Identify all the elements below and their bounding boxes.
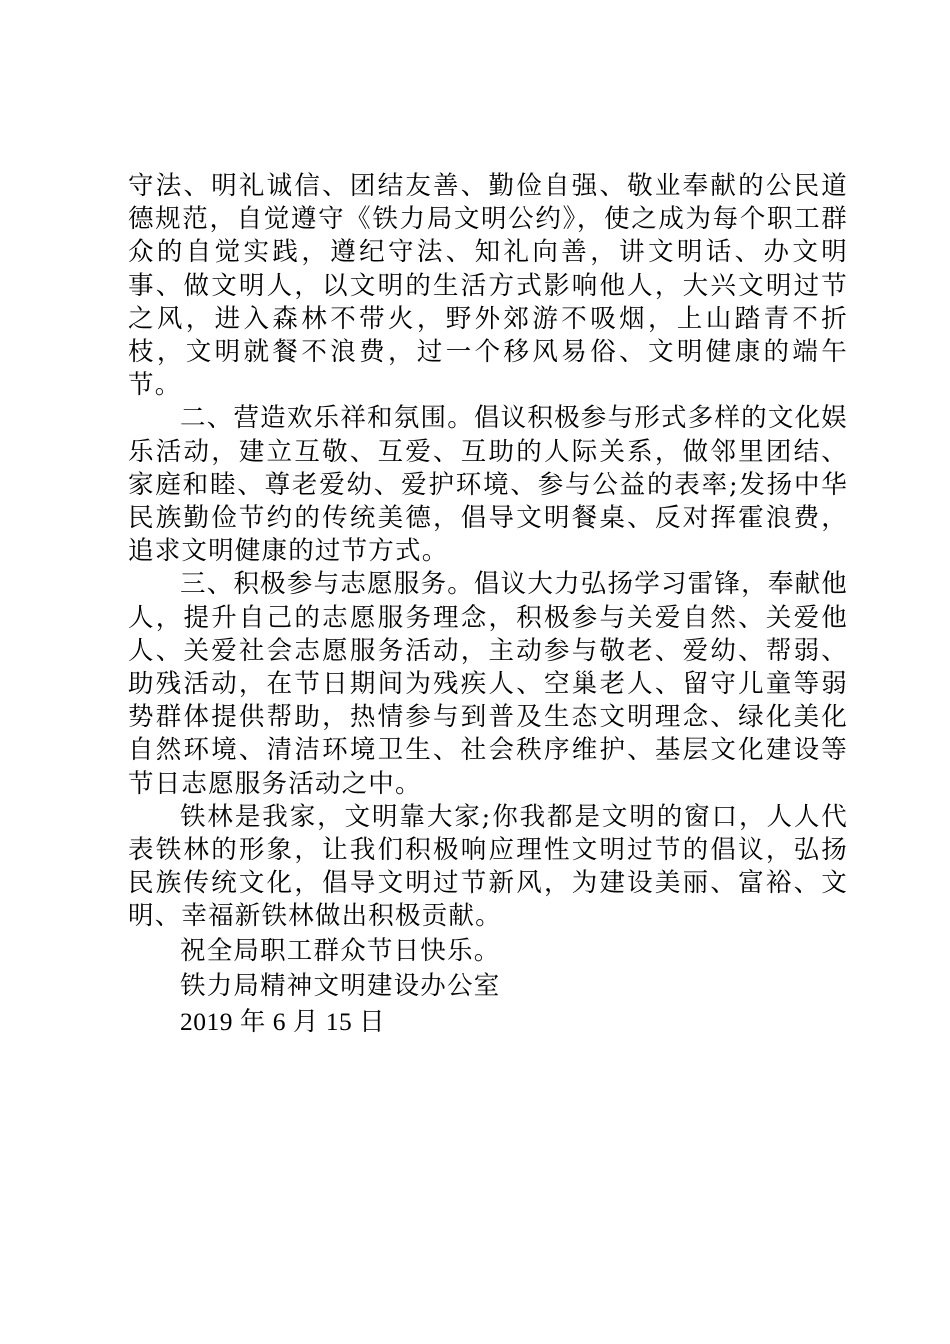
paragraph-section-three: 三、积极参与志愿服务。倡议大力弘扬学习雷锋，奉献他人，提升自己的志愿服务理念，积极参与关爱自然、关爱他人、关爱社会志愿服务活动，主动参与敬老、爱幼、帮弱、助残活动，在节日期间为残疾人、空巢老人、留守儿童等弱势群体提供帮助，热情参与到普及生态文明理念、绿化美化自然环境、清洁环境卫生、社会秩序维护、基层文化建设等节日志愿服务活动之中。	[128, 569, 848, 799]
date-line: 2019 年 6 月 15 日	[180, 1006, 386, 1036]
greeting-line: 祝全局职工群众节日快乐。	[180, 935, 501, 966]
signature-line: 铁力局精神文明建设办公室	[180, 970, 501, 1001]
paragraph-continuation: 守法、明礼诚信、团结友善、勤俭自强、敬业奉献的公民道德规范，自觉遵守《铁力局文明公约》，使之成为每个职工群众的自觉实践，遵纪守法、知礼向善，讲文明话、办文明事、做文明人，以文明的生活方式影响他人，大兴文明过节之风，进入森林不带火，野外郊游不吸烟，上山踏青不折枝，文明就餐不浪费，过一个移风易俗、文明健康的端午节。	[128, 171, 848, 401]
paragraph-section-two: 二、营造欢乐祥和氛围。倡议积极参与形式多样的文化娱乐活动，建立互敬、互爱、互助的人际关系，做邻里团结、家庭和睦、尊老爱幼、爱护环境、参与公益的表率;发扬中华民族勤俭节约的传统美德，倡导文明餐桌、反对挥霍浪费，追求文明健康的过节方式。	[128, 403, 848, 567]
document-page	[128, 170, 848, 1039]
paragraph-closing-appeal: 铁林是我家，文明靠大家;你我都是文明的窗口，人人代表铁林的形象，让我们积极响应理性文明过节的倡议，弘扬民族传统文化，倡导文明过节新风，为建设美丽、富裕、文明、幸福新铁林做出积极贡献。	[128, 801, 848, 932]
